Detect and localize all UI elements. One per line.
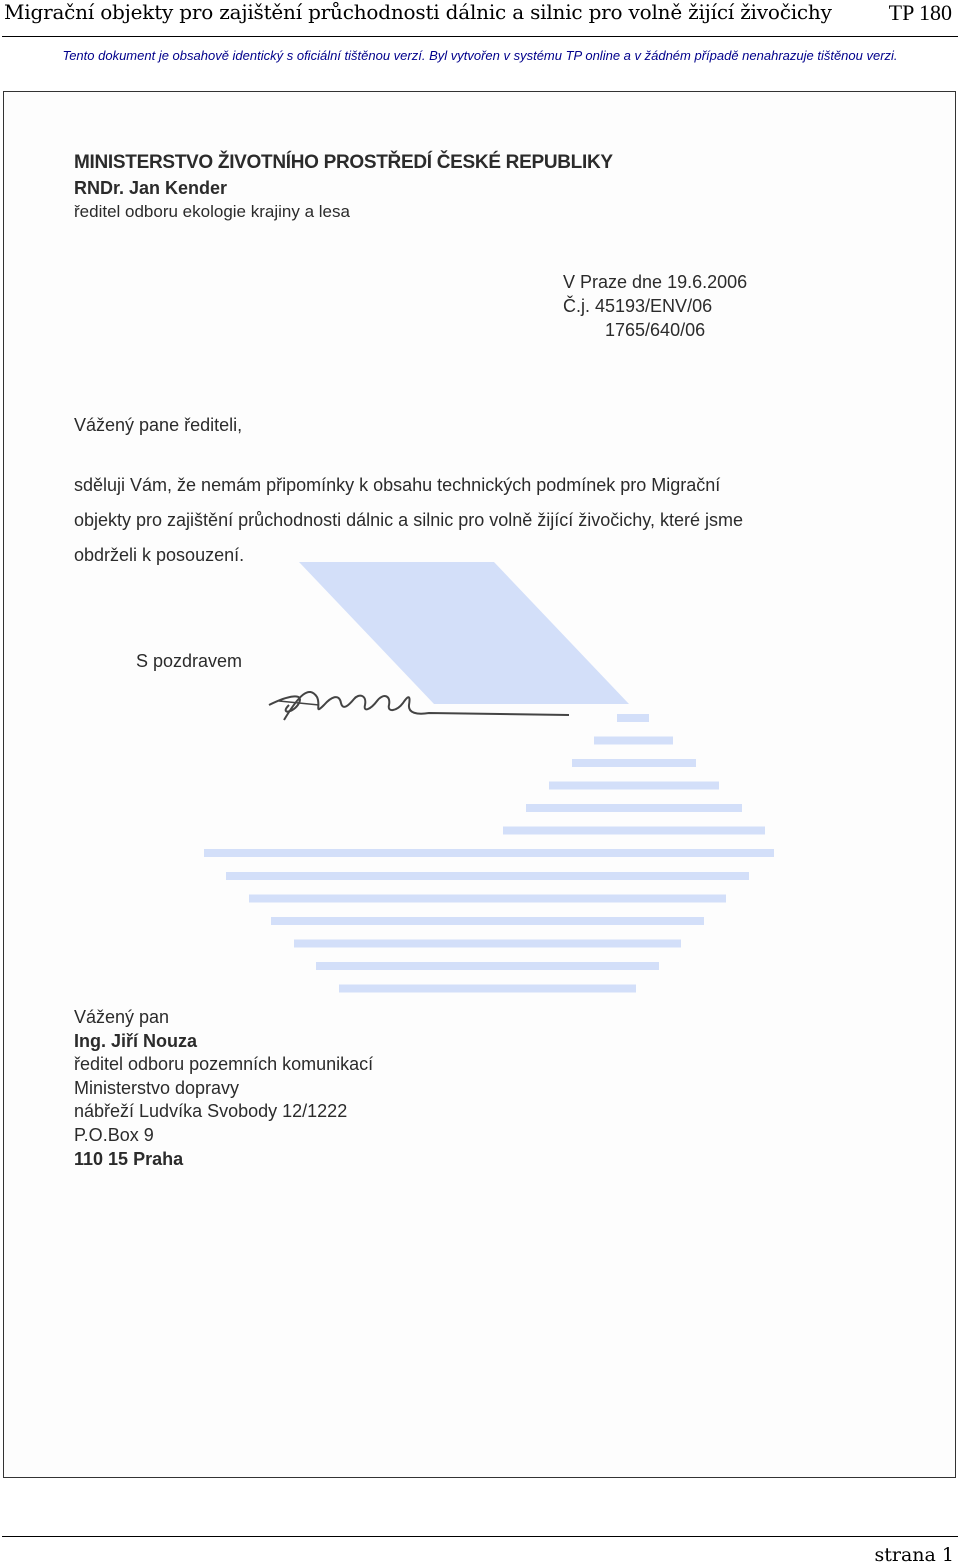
disclaimer-text: Tento dokument je obsahově identický s oficiální tištěnou verzí. Byl vytvořen v systému TP online a v žádném případě nenahrazuje tištěnou verzi.	[62, 48, 898, 63]
logo-stripe	[594, 737, 673, 745]
logo-stripe	[204, 849, 774, 857]
closing: S pozdravem	[136, 651, 243, 671]
recipient-line: nábřeží Ludvíka Svobody 12/1222	[74, 1101, 348, 1121]
logo-stripe	[617, 714, 649, 722]
logo-stripe	[316, 962, 659, 970]
logo-stripe	[549, 782, 719, 790]
logo-stripe	[572, 759, 696, 767]
sender-role: ředitel odboru ekologie krajiny a lesa	[74, 202, 350, 221]
page-number: strana 1	[874, 1544, 954, 1566]
logo-stripe	[503, 827, 765, 835]
reference-number: Č.j. 45193/ENV/06	[563, 296, 713, 316]
footer-divider	[2, 1536, 958, 1537]
recipient-line: P.O.Box 9	[74, 1125, 154, 1145]
body-line: sděluji Vám, že nemám připomínky k obsahu technických podmínek pro Migrační	[74, 475, 721, 495]
reference-number-secondary: 1765/640/06	[605, 320, 706, 340]
logo-stripe	[271, 917, 704, 925]
recipient-line: Ministerstvo dopravy	[74, 1078, 240, 1098]
logo-stripe	[226, 872, 749, 880]
recipient-name: Ing. Jiří Nouza	[74, 1031, 198, 1051]
signature-image	[259, 675, 589, 735]
body-line: objekty pro zajištění průchodnosti dálnic a silnic pro volně žijící živočichy, které jsme	[74, 510, 743, 530]
document-title: Migrační objekty pro zajištění průchodnosti dálnic a silnic pro volně žijící živočichy	[4, 0, 832, 24]
salutation: Vážený pane řediteli,	[74, 415, 243, 435]
body-line: obdrželi k posouzení.	[74, 545, 245, 565]
ministry-heading: MINISTERSTVO ŽIVOTNÍHO PROSTŘEDÍ ČESKÉ REPUBLIKY	[74, 152, 613, 173]
scanned-letter	[3, 91, 956, 1478]
sender-name: RNDr. Jan Kender	[74, 178, 228, 198]
recipient-line: Vážený pan	[74, 1007, 170, 1027]
recipient-line: ředitel odboru pozemních komunikací	[74, 1054, 374, 1074]
header-divider	[2, 36, 958, 37]
logo-stripe	[249, 895, 726, 903]
letter-date: V Praze dne 19.6.2006	[563, 272, 748, 292]
recipient-line: 110 15 Praha	[74, 1149, 184, 1169]
ministry-logo-watermark	[4, 92, 957, 1479]
logo-stripe	[339, 985, 636, 993]
document-code: TP 180	[888, 0, 952, 25]
logo-stripe	[294, 940, 681, 948]
logo-stripe	[526, 804, 742, 812]
